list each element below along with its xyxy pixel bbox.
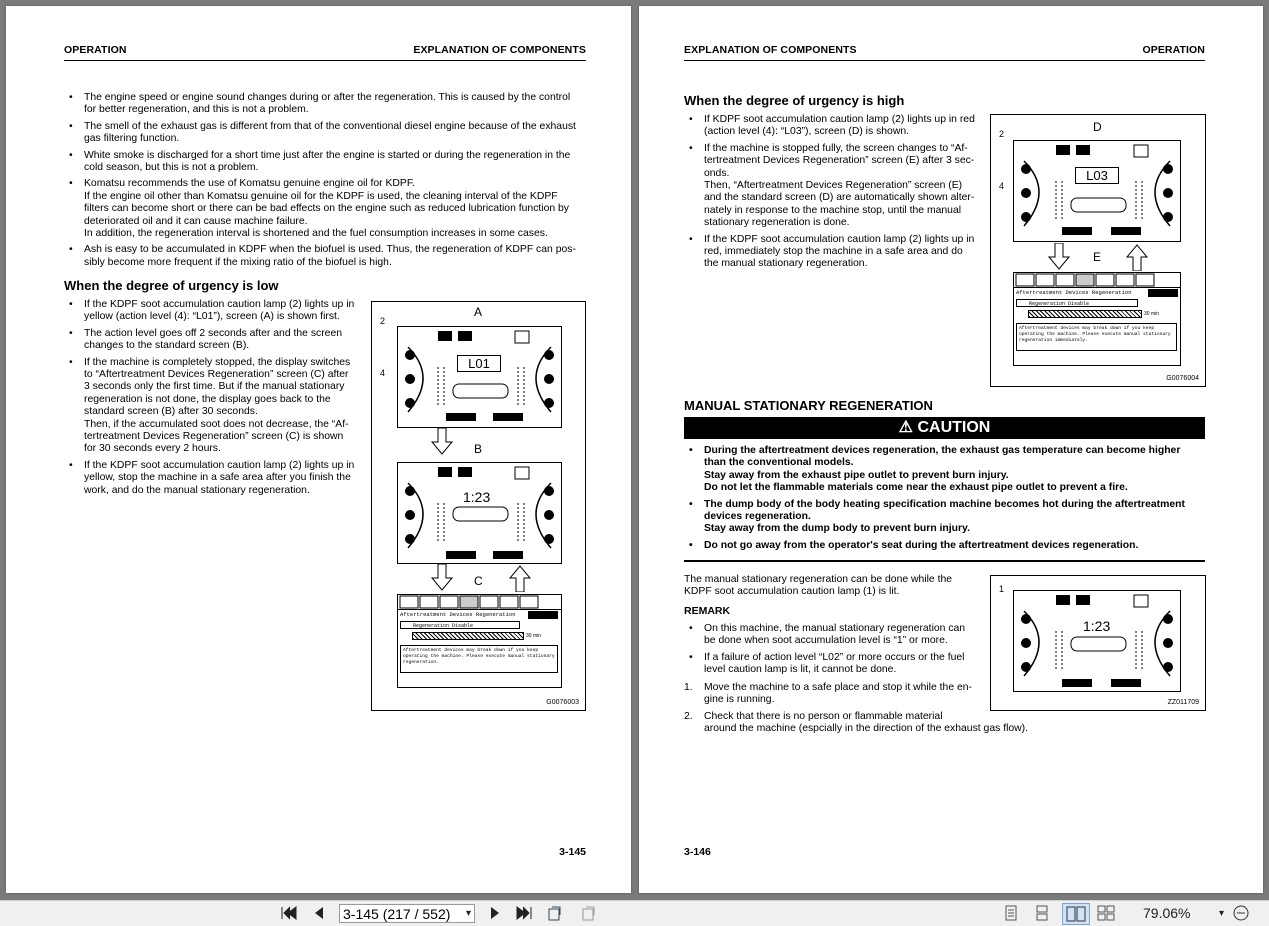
caution-item: • During the aftertreatment devices regeneration, the exhaust gas temperature can become higher than the conventional models. Stay away from the exhaust pipe outlet to prevent burn injury. Do not let the flammable materials come near the exhaust pipe outlet to prevent a fire. [684, 445, 1205, 495]
screen-e-tabs [1014, 273, 1180, 288]
callout-2: 2 [380, 316, 386, 326]
next-page-icon[interactable] [486, 905, 504, 921]
caution-items [684, 445, 1205, 556]
list-item: • The action level goes off 2 seconds after and the screen changes to the standard screen (B). [64, 328, 360, 353]
step-item: 1. Move the machine to a safe place and stop it while the en- gine is running. [684, 682, 973, 706]
label-c: C [474, 574, 483, 588]
callout-4: 4 [380, 368, 386, 378]
screen-e [1013, 272, 1181, 366]
list-item: • If the KDPF soot accumulation caution lamp (2) lights up in yellow, stop the machine in a safe area after you finish the work, and do the manual stationary regeneration. [64, 460, 360, 497]
single-page-view-icon[interactable] [1002, 905, 1020, 921]
arrow-down-icon [430, 428, 454, 456]
zoom-level[interactable]: 79.06% [1143, 905, 1191, 921]
continuous-view-icon[interactable] [1033, 905, 1051, 921]
screen-c-title: Aftertreatment Devices Regeneration [400, 611, 516, 618]
caution-banner [684, 417, 1205, 439]
figure-code: G0076004 [1166, 375, 1199, 382]
left-page [6, 6, 631, 893]
section-high-title: When the degree of urgency is high [684, 93, 905, 108]
screen-d [1013, 140, 1181, 242]
remark-title: REMARK [684, 605, 731, 617]
clock-time: 1:23 [1083, 618, 1111, 634]
list-item: • If the KDPF soot accumulation caution lamp (2) lights up in red, immediately stop the machine in a safe area and do the manual stationary regeneration. [684, 234, 979, 271]
list-item: • If KDPF soot accumulation caution lamp (2) lights up in red (action level (4): “L03”), screen (D) is shown. [684, 114, 979, 139]
intro-line: The manual stationary regeneration can be done while the [684, 574, 953, 585]
section-low-title: When the degree of urgency is low [64, 278, 279, 293]
label-d: D [1093, 120, 1102, 134]
intro-line: KDPF soot accumulation caution lamp (1) is lit. [684, 586, 900, 598]
caution-item: • The dump body of the body heating specification machine becomes hot during the aftertreatment devices regeneration. Stay away from the dump body to prevent burn injury. [684, 499, 1205, 536]
monitor-gauge-b [398, 463, 561, 563]
last-page-icon[interactable] [515, 905, 533, 921]
left-low-bullets [64, 299, 360, 501]
screen-b [397, 462, 562, 564]
left-page-number: 3-145 [559, 846, 586, 858]
figure-code: G0076003 [546, 699, 579, 706]
screen-c-time: 30 min [526, 633, 542, 639]
screen-c-indicator [528, 611, 558, 619]
callout-2: 2 [999, 129, 1005, 139]
rotate-left-icon[interactable] [546, 905, 564, 921]
clock-time: 1:23 [463, 489, 491, 505]
step-item: 2. Check that there is no person or flammable material around the machine (espcially in the direction of the exhaust gas flow). [684, 710, 1029, 735]
list-item: • If the machine is stopped fully, the screen changes to “Af- tertreatment Devices Regeneration” screen (E) after 3 sec- onds. Then, “Aftertreatment Devices Regeneration” screen (E) and the standard screen (D) are automatically shown alter- nately in response to the machine stop, until the manual stationary regeneration is done. [684, 143, 979, 230]
arrow-up-icon [508, 564, 532, 592]
page-dropdown-chevron-icon[interactable]: ▾ [466, 908, 472, 919]
screen-a [397, 326, 562, 428]
figure-manual [990, 575, 1206, 711]
right-page [639, 6, 1263, 893]
warning-triangle-icon: ⚠ [898, 419, 913, 436]
figure-code: ZZ011709 [1167, 699, 1199, 706]
remark-item: • On this machine, the manual stationary regeneration can be done when soot accumulation level is “1” or more. [684, 623, 979, 648]
callout-1: 1 [999, 584, 1005, 594]
zoom-out-icon[interactable] [1232, 905, 1250, 921]
remark-item: • If a failure of action level “L02” or more occurs or the fuel level caution lamp is lit, it cannot be done. [684, 652, 979, 677]
left-header-rule [64, 60, 586, 61]
screen-e-time: 30 min [1144, 311, 1160, 317]
two-page-view-icon [1066, 906, 1086, 922]
rotate-right-icon[interactable] [580, 905, 598, 921]
caution-bottom-rule [684, 560, 1205, 562]
screen-e-indicator [1148, 289, 1178, 297]
monitor-gauge-d [1014, 141, 1180, 241]
right-header-rule [684, 60, 1205, 61]
screen-e-message: Aftertreatment devices may break down if you keep operating the machine. Please execute manual stationary regeneration immediately. [1016, 323, 1177, 351]
manual-intro [684, 574, 979, 599]
screen-standard [1013, 590, 1181, 692]
screen-c-progress [412, 632, 524, 640]
screen-c [397, 594, 562, 688]
figure-high-urgency [990, 114, 1206, 387]
level-code-box: L03 [1075, 167, 1119, 184]
caution-label: CAUTION [917, 419, 991, 436]
callout-4: 4 [999, 181, 1005, 191]
previous-page-icon[interactable] [310, 905, 328, 921]
screen-c-message: Aftertreatment devices may break down if you keep operating the machine. Please execute manual stationary regeneration. [400, 645, 558, 673]
section-manual-title: MANUAL STATIONARY REGENERATION [684, 398, 933, 413]
screen-e-progress [1028, 310, 1142, 318]
monitor-gauge-a [398, 327, 561, 427]
left-header-right: EXPLANATION OF COMPONENTS [413, 44, 586, 56]
screen-e-status: Regeneration Disable [1016, 299, 1138, 307]
two-page-view-button[interactable] [1062, 903, 1090, 925]
caution-item: • Do not go away from the operator's seat during the aftertreatment devices regeneration. [684, 540, 1205, 552]
list-item: • The smell of the exhaust gas is different from that of the conventional diesel engine because of the exhaust gas filtering function. [64, 121, 586, 146]
label-b: B [474, 442, 483, 456]
screen-e-title: Aftertreatment Devices Regeneration [1016, 289, 1132, 296]
zoom-dropdown-chevron-icon[interactable]: ▾ [1219, 908, 1225, 919]
arrow-up-icon [1125, 243, 1149, 271]
pdf-toolbar [0, 900, 1269, 926]
left-top-bullets [64, 92, 586, 273]
right-high-bullets [684, 114, 979, 275]
level-code-box: L01 [457, 355, 501, 372]
left-header-left: OPERATION [64, 44, 127, 56]
label-e: E [1093, 250, 1102, 264]
list-item: • If the KDPF soot accumulation caution lamp (2) lights up in yellow (action level (4): “L01”), screen (A) is shown first. [64, 299, 360, 324]
screen-c-status: Regeneration Disable [400, 621, 520, 629]
list-item: • If the machine is completely stopped, the display switches to “Aftertreatment Devices Regeneration” screen (C) after 3 seconds only the first time. But if the manual stationary regeneration is not done, the display goes back to the standard screen (B) after 30 seconds. Then, if the accumulated soot does not decrease, the “Af- tertreatment Devices Regeneration” screen (C) is shown for 30 seconds every 2 hours. [64, 357, 360, 456]
figure-low-urgency [371, 301, 586, 711]
monitor-gauge-standard [1014, 591, 1180, 691]
arrow-down-icon [1047, 243, 1071, 271]
right-header-right: OPERATION [1142, 44, 1205, 56]
remark-items [684, 623, 979, 681]
page-number-input[interactable]: 3-145 (217 / 552) [339, 904, 475, 923]
list-item: • Komatsu recommends the use of Komatsu genuine engine oil for KDPF. If the engine oil other than Komatsu genuine oil for the KDPF is used, the cleaning interval of the KDPF filters can become short or there can be bad effects on the engine such as reduced lubrication function by deteriorated oil and it can cause machine failure. In addition, the regeneration interval is shortened and the fuel consumption increases in some cases. [64, 178, 586, 240]
arrow-down-icon [430, 564, 454, 592]
label-a: A [474, 305, 483, 319]
list-item: • White smoke is discharged for a short time just after the engine is started or during the regeneration in the cold season, but this is not a problem. [64, 150, 586, 175]
list-item: • The engine speed or engine sound changes during or after the regeneration. This is caused by the control for better regeneration, and this is not a problem. [64, 92, 586, 117]
screen-c-tabs [398, 595, 561, 610]
list-item: • Ash is easy to be accumulated in KDPF when the biofuel is used. Thus, the regeneration of KDPF can pos- sibly become more frequent if the mixing ratio of the biofuel is high. [64, 244, 586, 269]
right-header-left: EXPLANATION OF COMPONENTS [684, 44, 857, 56]
two-page-continuous-view-icon[interactable] [1097, 905, 1115, 921]
first-page-icon[interactable] [280, 905, 298, 921]
right-page-number: 3-146 [684, 846, 711, 858]
